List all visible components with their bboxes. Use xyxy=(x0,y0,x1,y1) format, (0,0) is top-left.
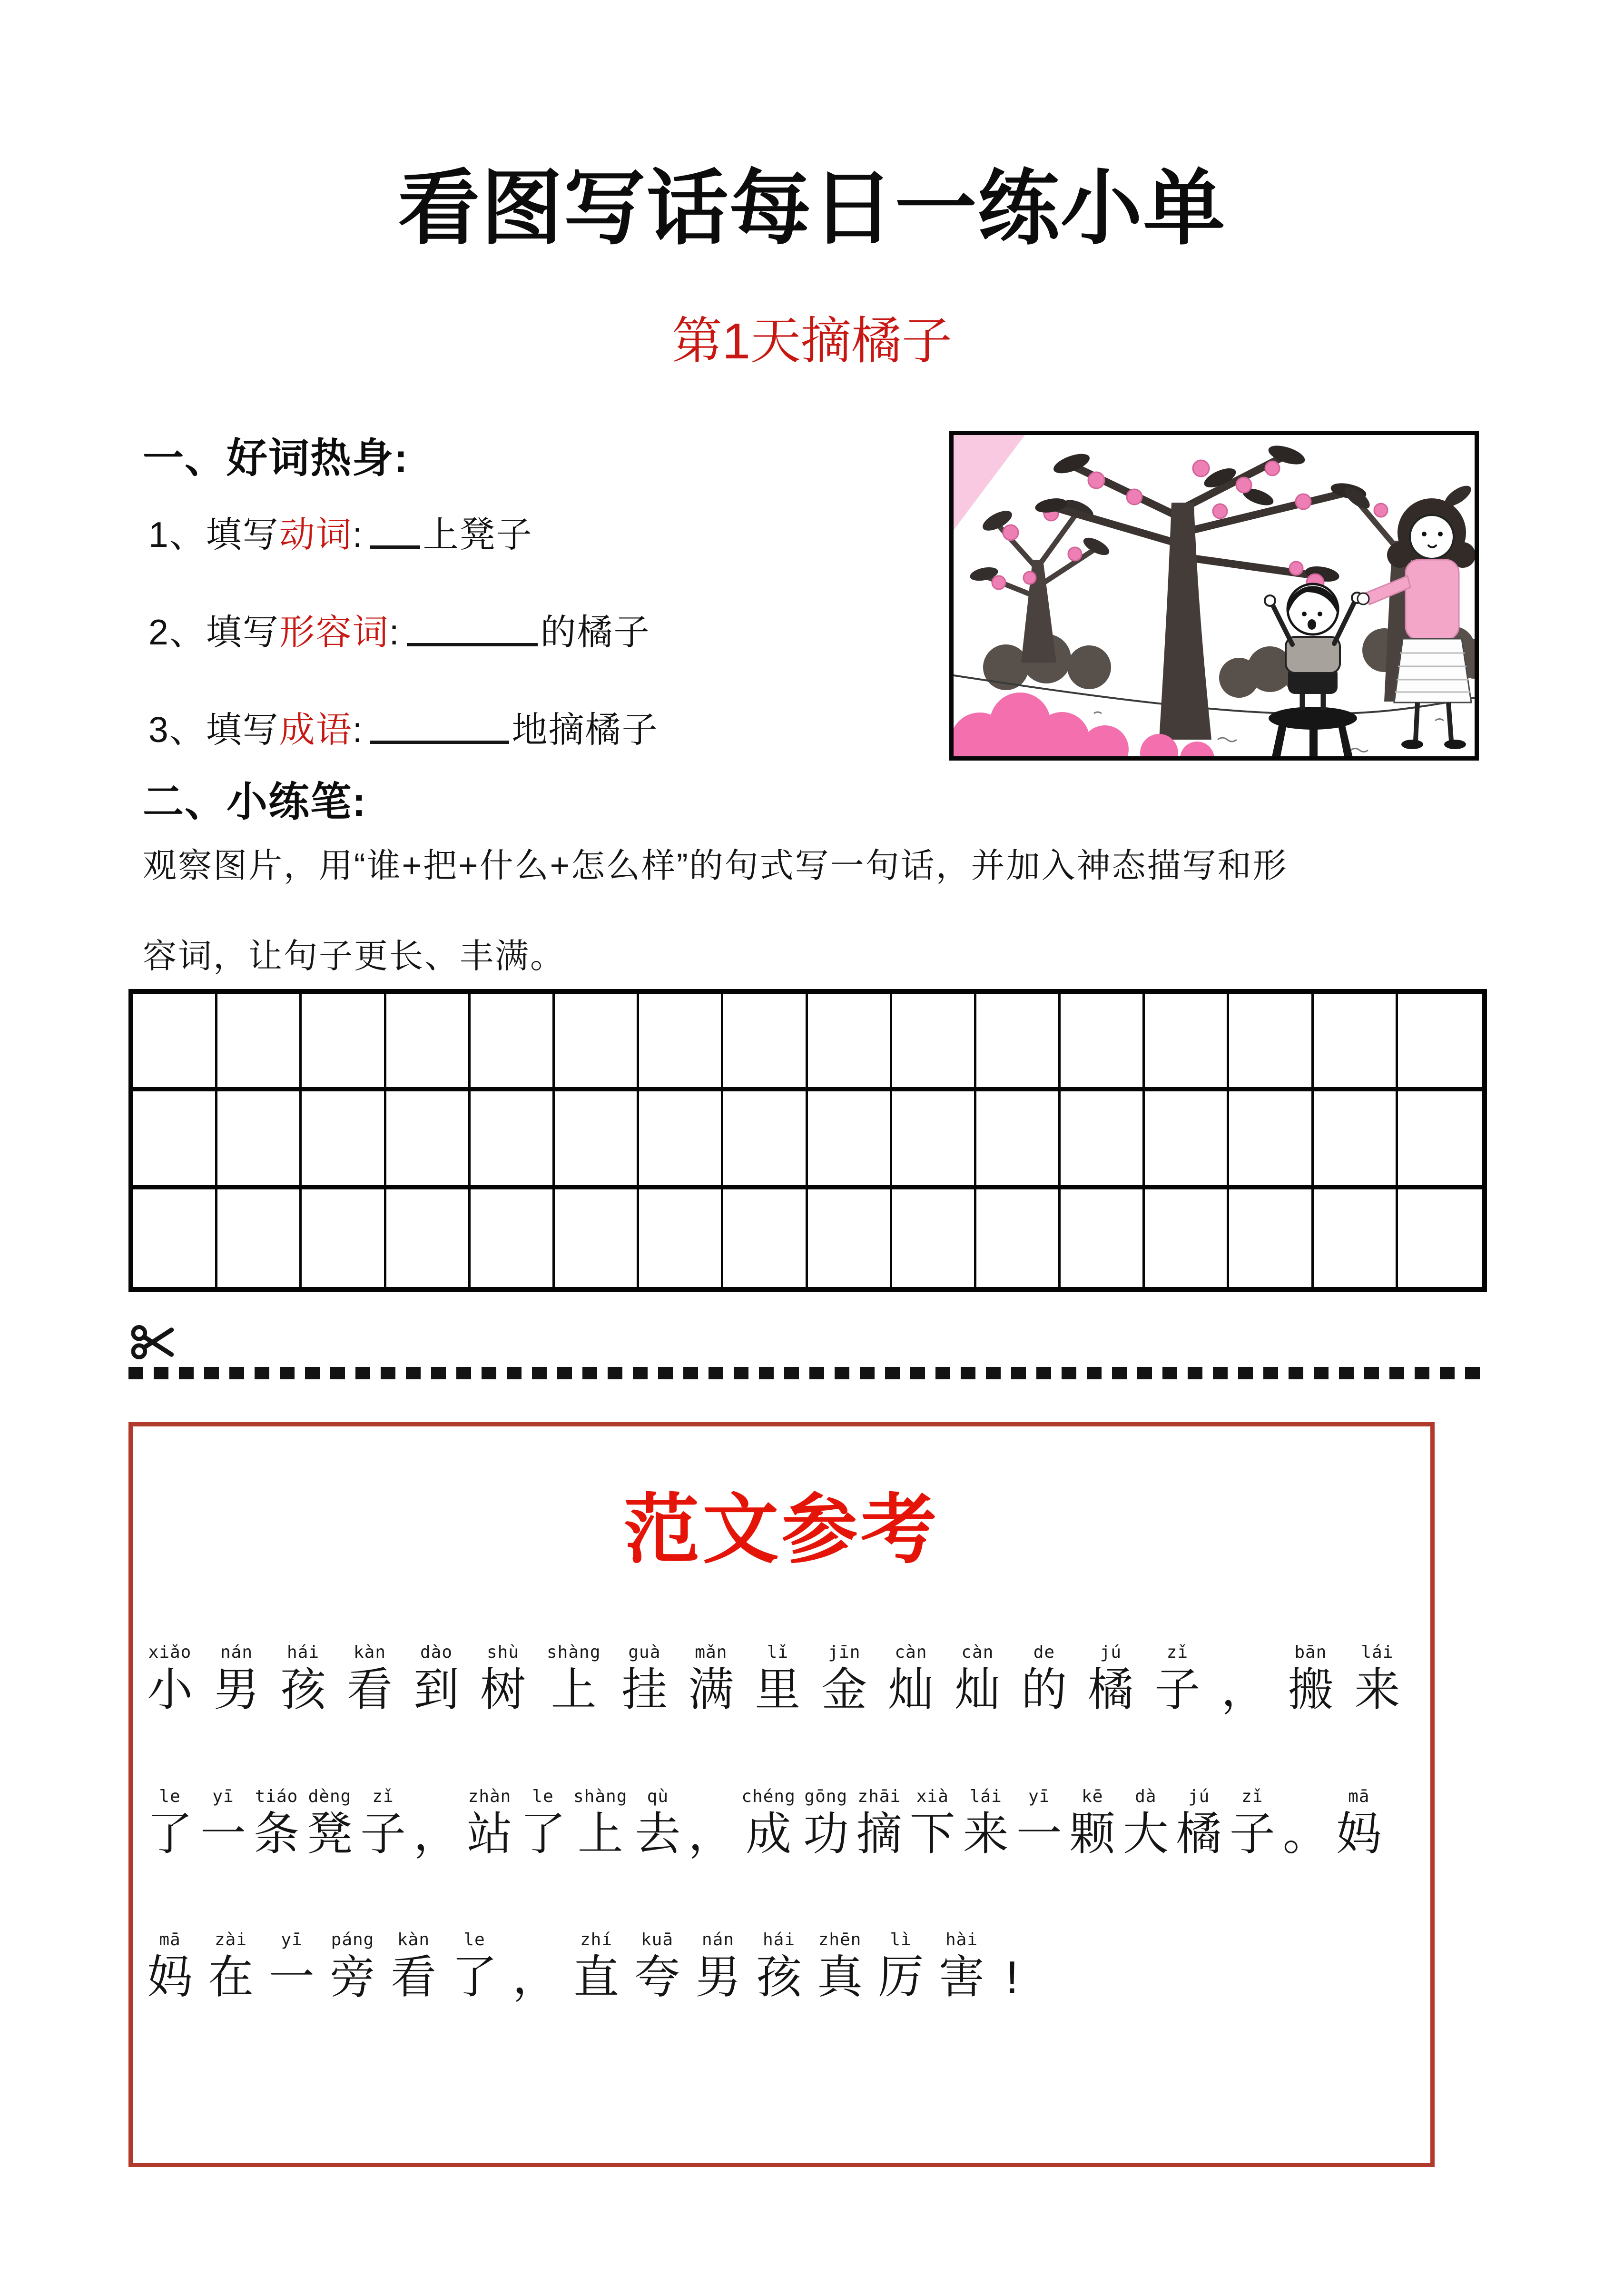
hanzi: 里 xyxy=(755,1664,801,1715)
essay-syllable xyxy=(413,1642,459,1717)
practice-instruction-line1: 观察图片，用“谁+把+什么+怎么样”的句式写一句话，并加入神态描写和形 xyxy=(143,847,1288,885)
grid-cell xyxy=(976,1091,1061,1189)
essay-syllable xyxy=(360,1786,406,1861)
grid-cell xyxy=(1061,994,1145,1091)
hanzi: 子 xyxy=(1229,1809,1275,1860)
essay-syllable xyxy=(821,1642,867,1717)
essay-syllable xyxy=(467,1786,512,1861)
pinyin: zhāi xyxy=(857,1787,901,1806)
grid-cell xyxy=(723,994,807,1091)
item-colon: : xyxy=(352,710,364,750)
hanzi: 树 xyxy=(480,1664,526,1715)
essay-punctuation xyxy=(1283,1786,1329,1861)
pinyin: zǐ xyxy=(1241,1787,1263,1806)
item-number: 2、 xyxy=(148,612,206,652)
sample-essay-title: 范文参考 xyxy=(623,1487,940,1572)
essay-syllable xyxy=(1123,1786,1169,1861)
pinyin: zǐ xyxy=(372,1787,394,1806)
item-keyword: 形容词 xyxy=(279,612,389,652)
essay-syllable xyxy=(452,1929,497,2004)
item-keyword: 成语 xyxy=(279,710,353,750)
grid-cell xyxy=(1061,1189,1145,1287)
essay-syllable xyxy=(480,1642,526,1717)
pinyin: hái xyxy=(762,1930,796,1950)
grid-cell xyxy=(471,1189,555,1287)
hanzi: 真 xyxy=(817,1952,863,2003)
hanzi: 子 xyxy=(1154,1664,1201,1715)
pinyin: jú xyxy=(1100,1643,1122,1662)
grid-cell xyxy=(471,1091,555,1189)
pinyin: qù xyxy=(647,1787,669,1806)
cut-dashed-line xyxy=(128,1367,1490,1379)
pinyin: shàng xyxy=(573,1787,628,1806)
hanzi: 去 xyxy=(635,1809,681,1860)
pinyin: gōng xyxy=(804,1787,848,1806)
warmup-items xyxy=(148,506,659,752)
essay-syllable xyxy=(147,1786,193,1861)
sample-essay-box xyxy=(128,1422,1435,2167)
item-prefix: 填写 xyxy=(206,515,279,554)
hanzi: 挂 xyxy=(621,1664,668,1715)
item-colon: : xyxy=(352,515,364,554)
essay-syllable xyxy=(280,1642,326,1717)
grid-cell xyxy=(892,1189,976,1287)
grid-cell xyxy=(1398,1091,1482,1189)
essay-syllable xyxy=(856,1786,902,1861)
essay-syllable xyxy=(330,1929,375,2004)
item-colon: : xyxy=(389,612,400,652)
hanzi: 夸 xyxy=(634,1952,680,2003)
hanzi: 满 xyxy=(688,1664,734,1715)
essay-syllable xyxy=(547,1642,600,1717)
grid-cell xyxy=(1145,994,1229,1091)
grid-cell xyxy=(133,1091,217,1189)
essay-syllable xyxy=(755,1642,800,1717)
essay-syllable xyxy=(1154,1642,1200,1717)
pinyin: lái xyxy=(969,1787,1002,1806)
hanzi: 妈 xyxy=(147,1952,193,2003)
page-title: 看图写话每日一练小单 xyxy=(398,163,1226,254)
essay-syllable xyxy=(817,1929,863,2004)
grid-cell xyxy=(217,1091,302,1189)
grid-cell xyxy=(386,1091,471,1189)
essay-syllable xyxy=(635,1786,680,1861)
essay-syllable xyxy=(634,1929,680,2004)
grid-cell xyxy=(1229,1189,1313,1287)
essay-line-3 xyxy=(147,1929,1024,2004)
pinyin: hái xyxy=(286,1643,320,1662)
hanzi: 妈 xyxy=(1336,1809,1382,1860)
item-number: 3、 xyxy=(148,710,206,750)
hanzi: 一 xyxy=(269,1952,315,2003)
essay-syllable xyxy=(741,1786,795,1861)
grid-cell xyxy=(976,1189,1061,1287)
essay-syllable xyxy=(756,1929,802,2004)
pinyin: mā xyxy=(159,1930,181,1950)
hanzi: 上 xyxy=(577,1809,623,1860)
grid-cell xyxy=(892,1091,976,1189)
hanzi: 条 xyxy=(254,1809,299,1860)
grid-cell xyxy=(555,1189,639,1287)
pinyin: le xyxy=(532,1787,554,1806)
grid-cell xyxy=(639,1189,723,1287)
hanzi: 摘 xyxy=(856,1809,902,1860)
essay-syllable xyxy=(520,1786,566,1861)
hanzi: ， xyxy=(1221,1664,1267,1715)
grid-cell xyxy=(639,1091,723,1189)
hanzi: 一 xyxy=(200,1809,246,1860)
essay-syllable xyxy=(1336,1786,1382,1861)
grid-cell xyxy=(217,1189,302,1287)
essay-punctuation xyxy=(512,1929,558,2004)
pinyin: de xyxy=(1033,1643,1055,1662)
fill-in-blank xyxy=(407,639,538,646)
section1-heading: 一、好词热身: xyxy=(143,435,409,481)
grid-cell xyxy=(639,994,723,1091)
essay-syllable xyxy=(214,1642,259,1717)
essay-syllable xyxy=(147,1929,193,2004)
hanzi: 孩 xyxy=(280,1664,326,1715)
grid-cell xyxy=(555,1091,639,1189)
essay-syllable xyxy=(888,1642,934,1717)
pinyin: lǐ xyxy=(767,1643,789,1662)
pinyin: lái xyxy=(1361,1643,1394,1662)
pinyin: páng xyxy=(331,1930,374,1950)
pinyin: kē xyxy=(1082,1787,1103,1806)
essay-syllable xyxy=(254,1786,299,1861)
essay-syllable xyxy=(939,1929,984,2004)
hanzi: 橘 xyxy=(1176,1809,1222,1860)
item-suffix: 上凳子 xyxy=(423,515,533,554)
hanzi: 害 xyxy=(939,1952,984,2003)
hanzi: 搬 xyxy=(1288,1664,1334,1715)
page-subtitle: 第1天摘橘子 xyxy=(672,313,952,369)
grid-cell xyxy=(302,1189,386,1287)
hanzi: 了 xyxy=(147,1809,193,1860)
essay-syllable xyxy=(1088,1642,1133,1717)
pinyin: yī xyxy=(212,1787,234,1806)
hanzi: 凳 xyxy=(307,1809,353,1860)
essay-syllable xyxy=(878,1929,924,2004)
essay-syllable xyxy=(391,1929,436,2004)
pinyin: kàn xyxy=(353,1643,386,1662)
grid-cell xyxy=(1398,1189,1482,1287)
grid-cell xyxy=(133,994,217,1091)
essay-punctuation xyxy=(688,1786,734,1861)
pinyin: shàng xyxy=(547,1643,601,1662)
essay-syllable xyxy=(803,1786,849,1861)
hanzi: 上 xyxy=(551,1664,597,1715)
essay-punctuation xyxy=(413,1786,459,1861)
pinyin: guà xyxy=(628,1643,661,1662)
orchard-illustration xyxy=(954,435,1475,756)
item-suffix: 地摘橘子 xyxy=(512,710,659,750)
practice-instruction-line2: 容词，让句子更长、丰满。 xyxy=(143,938,566,975)
pinyin: shù xyxy=(486,1643,520,1662)
item-number: 1、 xyxy=(148,515,206,554)
grid-cell xyxy=(808,994,892,1091)
item-keyword: 动词 xyxy=(279,515,353,554)
pinyin: le xyxy=(463,1930,485,1950)
essay-syllable xyxy=(621,1642,667,1717)
hanzi: 看 xyxy=(391,1952,436,2003)
grid-cell xyxy=(1314,1091,1398,1189)
essay-line-1 xyxy=(147,1642,1400,1717)
grid-cell xyxy=(1229,994,1313,1091)
pinyin: yī xyxy=(1028,1787,1050,1806)
essay-syllable xyxy=(955,1642,1000,1717)
hanzi: 了 xyxy=(452,1952,497,2003)
hanzi: 颗 xyxy=(1069,1809,1115,1860)
grid-cell xyxy=(808,1091,892,1189)
grid-cell xyxy=(386,1189,471,1287)
grid-cell xyxy=(386,994,471,1091)
pinyin: xiǎo xyxy=(148,1643,192,1662)
scissors-icon xyxy=(131,1319,177,1365)
grid-cell xyxy=(723,1189,807,1287)
grid-cell xyxy=(1229,1091,1313,1189)
warmup-item xyxy=(148,604,659,655)
pinyin: dèng xyxy=(308,1787,352,1806)
fill-in-blank xyxy=(370,542,420,549)
hanzi: ! xyxy=(1005,1952,1019,2003)
grid-cell xyxy=(217,994,302,1091)
grid-cell xyxy=(976,994,1061,1091)
pinyin: hài xyxy=(945,1930,978,1950)
illustration-frame xyxy=(949,431,1479,761)
hanzi: 在 xyxy=(208,1952,254,2003)
grid-cell xyxy=(1061,1091,1145,1189)
essay-syllable xyxy=(347,1642,393,1717)
essay-syllable xyxy=(208,1929,254,2004)
essay-syllable xyxy=(1230,1786,1275,1861)
pinyin: yī xyxy=(281,1930,303,1950)
hanzi: 了 xyxy=(520,1809,566,1860)
hanzi: 男 xyxy=(214,1664,259,1715)
essay-syllable xyxy=(1354,1642,1400,1717)
hanzi: 子 xyxy=(360,1809,406,1860)
hanzi: ， xyxy=(413,1809,459,1860)
pinyin: jīn xyxy=(828,1643,861,1662)
pinyin: xià xyxy=(916,1787,949,1806)
essay-syllable xyxy=(963,1786,1009,1861)
pinyin: mǎn xyxy=(695,1643,728,1662)
pinyin: zhēn xyxy=(818,1930,862,1950)
grid-cell xyxy=(1314,1189,1398,1287)
grid-cell xyxy=(1398,994,1482,1091)
pinyin: kàn xyxy=(397,1930,430,1950)
essay-syllable xyxy=(573,1786,627,1861)
essay-syllable xyxy=(910,1786,955,1861)
pinyin: zǐ xyxy=(1166,1643,1189,1662)
hanzi: 孩 xyxy=(756,1952,802,2003)
item-suffix: 的橘子 xyxy=(540,612,650,652)
hanzi: 成 xyxy=(746,1809,792,1860)
pinyin: dà xyxy=(1135,1787,1157,1806)
pinyin: dào xyxy=(420,1643,453,1662)
hanzi: 。 xyxy=(1282,1809,1329,1860)
grid-cell xyxy=(1145,1091,1229,1189)
hanzi: 下 xyxy=(909,1809,955,1860)
grid-cell xyxy=(133,1189,217,1287)
pinyin: jú xyxy=(1188,1787,1210,1806)
essay-syllable xyxy=(1288,1642,1333,1717)
hanzi: 男 xyxy=(695,1952,741,2003)
essay-syllable xyxy=(1070,1786,1115,1861)
essay-syllable xyxy=(147,1642,193,1717)
hanzi: 功 xyxy=(803,1809,849,1860)
hanzi: 灿 xyxy=(955,1664,1001,1715)
essay-syllable xyxy=(1016,1786,1062,1861)
grid-cell xyxy=(723,1091,807,1189)
hanzi: 直 xyxy=(573,1952,619,2003)
hanzi: 灿 xyxy=(888,1664,934,1715)
hanzi: 一 xyxy=(1016,1809,1062,1860)
hanzi: 厉 xyxy=(878,1952,924,2003)
pinyin: nán xyxy=(220,1643,253,1662)
pinyin: bān xyxy=(1294,1643,1327,1662)
grid-cell xyxy=(302,1091,386,1189)
pinyin: mā xyxy=(1348,1787,1370,1806)
essay-syllable xyxy=(573,1929,619,2004)
grid-cell xyxy=(302,994,386,1091)
hanzi: ， xyxy=(688,1809,734,1860)
grid-cell xyxy=(471,994,555,1091)
pinyin: nán xyxy=(701,1930,735,1950)
pinyin: lì xyxy=(890,1930,912,1950)
essay-punctuation xyxy=(1221,1642,1267,1717)
warmup-item xyxy=(148,506,659,557)
hanzi: 来 xyxy=(963,1809,1009,1860)
essay-syllable xyxy=(269,1929,315,2004)
pinyin: càn xyxy=(895,1643,927,1662)
essay-syllable xyxy=(695,1929,741,2004)
hanzi: 站 xyxy=(467,1809,512,1860)
grid-cell xyxy=(808,1189,892,1287)
hanzi: 看 xyxy=(347,1664,393,1715)
writing-grid xyxy=(128,989,1487,1292)
essay-syllable xyxy=(1021,1642,1067,1717)
pinyin: kuā xyxy=(640,1930,674,1950)
item-prefix: 填写 xyxy=(206,710,279,750)
essay-syllable xyxy=(307,1786,353,1861)
pinyin: le xyxy=(159,1787,181,1806)
hanzi: ， xyxy=(512,1952,558,2003)
pinyin: zài xyxy=(214,1930,247,1950)
grid-cell xyxy=(1314,994,1398,1091)
hanzi: 的 xyxy=(1021,1664,1067,1715)
hanzi: 来 xyxy=(1354,1664,1400,1715)
grid-cell xyxy=(892,994,976,1091)
hanzi: 大 xyxy=(1122,1809,1169,1860)
essay-syllable xyxy=(688,1642,734,1717)
hanzi: 旁 xyxy=(330,1952,375,2003)
pinyin: tiáo xyxy=(255,1787,298,1806)
hanzi: 橘 xyxy=(1088,1664,1134,1715)
essay-punctuation xyxy=(1000,1929,1024,2004)
pinyin: chéng xyxy=(741,1787,796,1806)
hanzi: 到 xyxy=(413,1664,459,1715)
hanzi: 金 xyxy=(821,1664,867,1715)
pinyin: zhí xyxy=(580,1930,613,1950)
essay-syllable xyxy=(1176,1786,1222,1861)
section2-heading: 二、小练笔: xyxy=(143,779,367,825)
grid-cell xyxy=(555,994,639,1091)
essay-syllable xyxy=(200,1786,246,1861)
item-prefix: 填写 xyxy=(206,612,279,652)
fill-in-blank xyxy=(370,737,509,744)
hanzi: 小 xyxy=(147,1664,193,1715)
warmup-item xyxy=(148,702,659,752)
essay-line-2 xyxy=(147,1786,1382,1861)
pinyin: zhàn xyxy=(468,1787,512,1806)
grid-cell xyxy=(1145,1189,1229,1287)
pinyin: càn xyxy=(961,1643,994,1662)
